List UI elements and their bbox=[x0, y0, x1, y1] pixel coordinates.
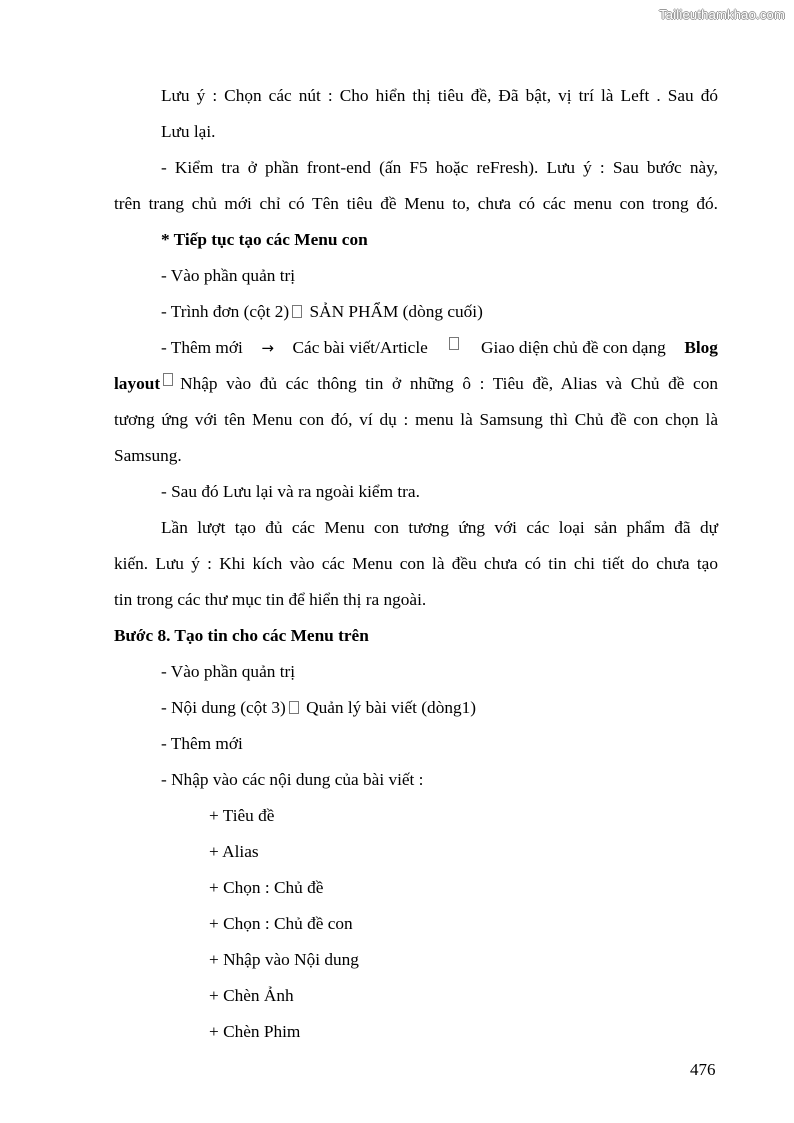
step-line bbox=[161, 301, 718, 323]
paragraph-line: Samsung. bbox=[114, 446, 182, 465]
step-text: Các bài viết/Article bbox=[292, 338, 428, 357]
step-text: - Thêm mới bbox=[161, 338, 243, 357]
step-line: - Nhập vào các nội dung của bài viết : bbox=[161, 770, 424, 789]
step-line: - Thêm mới bbox=[161, 734, 243, 753]
step-text: SẢN PHẨM (dòng cuối) bbox=[309, 302, 483, 321]
list-item: + Tiêu đề bbox=[209, 806, 275, 825]
list-item: + Chọn : Chủ đề con bbox=[209, 914, 353, 933]
step-line bbox=[114, 373, 718, 395]
section-heading: * Tiếp tục tạo các Menu con bbox=[161, 230, 368, 249]
step-line: - Vào phần quản trị bbox=[161, 266, 296, 285]
missing-glyph-icon bbox=[163, 373, 173, 386]
paragraph-line: trên trang chủ mới chỉ có Tên tiêu đề Menu to, chưa có các menu con trong đó. bbox=[114, 194, 718, 213]
missing-glyph-icon bbox=[292, 305, 302, 318]
bold-text: Blog bbox=[684, 338, 718, 357]
list-item: + Alias bbox=[209, 842, 259, 861]
step-text: Quản lý bài viết (dòng1) bbox=[306, 698, 477, 717]
step-text: Giao diện chủ đề con dạng bbox=[481, 338, 666, 357]
paragraph-line: Lần lượt tạo đủ các Menu con tương ứng với các loại sản phẩm đã dự bbox=[161, 518, 718, 537]
step-line: - Sau đó Lưu lại và ra ngoài kiểm tra. bbox=[161, 482, 420, 501]
paragraph-line: Lưu lại. bbox=[161, 122, 216, 141]
step-line bbox=[161, 337, 718, 359]
bold-text: layout bbox=[114, 374, 161, 393]
step-text: - Nội dung (cột 3) bbox=[161, 698, 286, 717]
step-line: - Vào phần quản trị bbox=[161, 662, 296, 681]
step-text: - Trình đơn (cột 2) bbox=[161, 302, 290, 321]
list-item: + Chèn Phim bbox=[209, 1022, 301, 1041]
missing-glyph-icon bbox=[289, 701, 299, 714]
section-heading: Bước 8. Tạo tin cho các Menu trên bbox=[114, 626, 369, 645]
step-text: Nhập vào đủ các thông tin ở những ô : Tiêu đề, Alias và Chủ đề con bbox=[180, 374, 718, 393]
paragraph-line: - Kiểm tra ở phần front-end (ấn F5 hoặc reFresh). Lưu ý : Sau bước này, bbox=[161, 158, 718, 177]
watermark: Tailieuthamkhao.com bbox=[659, 7, 785, 22]
paragraph-line: tương ứng với tên Menu con đó, ví dụ : menu là Samsung thì Chủ đề con chọn là bbox=[114, 410, 718, 429]
step-line bbox=[161, 697, 718, 719]
list-item: + Chọn : Chủ đề bbox=[209, 878, 324, 897]
paragraph-line: tin trong các thư mục tin để hiển thị ra ngoài. bbox=[114, 590, 427, 609]
list-item: + Chèn Ảnh bbox=[209, 986, 294, 1005]
list-item: + Nhập vào Nội dung bbox=[209, 950, 359, 969]
paragraph-line: Lưu ý : Chọn các nút : Cho hiển thị tiêu đề, Đã bật, vị trí là Left . Sau đó bbox=[161, 86, 718, 105]
missing-glyph-icon bbox=[449, 337, 459, 350]
arrow-right-icon: → bbox=[261, 339, 274, 357]
page-number: 476 bbox=[690, 1060, 716, 1079]
paragraph-line: kiến. Lưu ý : Khi kích vào các Menu con là đều chưa có tin chi tiết do chưa tạo bbox=[114, 554, 718, 573]
